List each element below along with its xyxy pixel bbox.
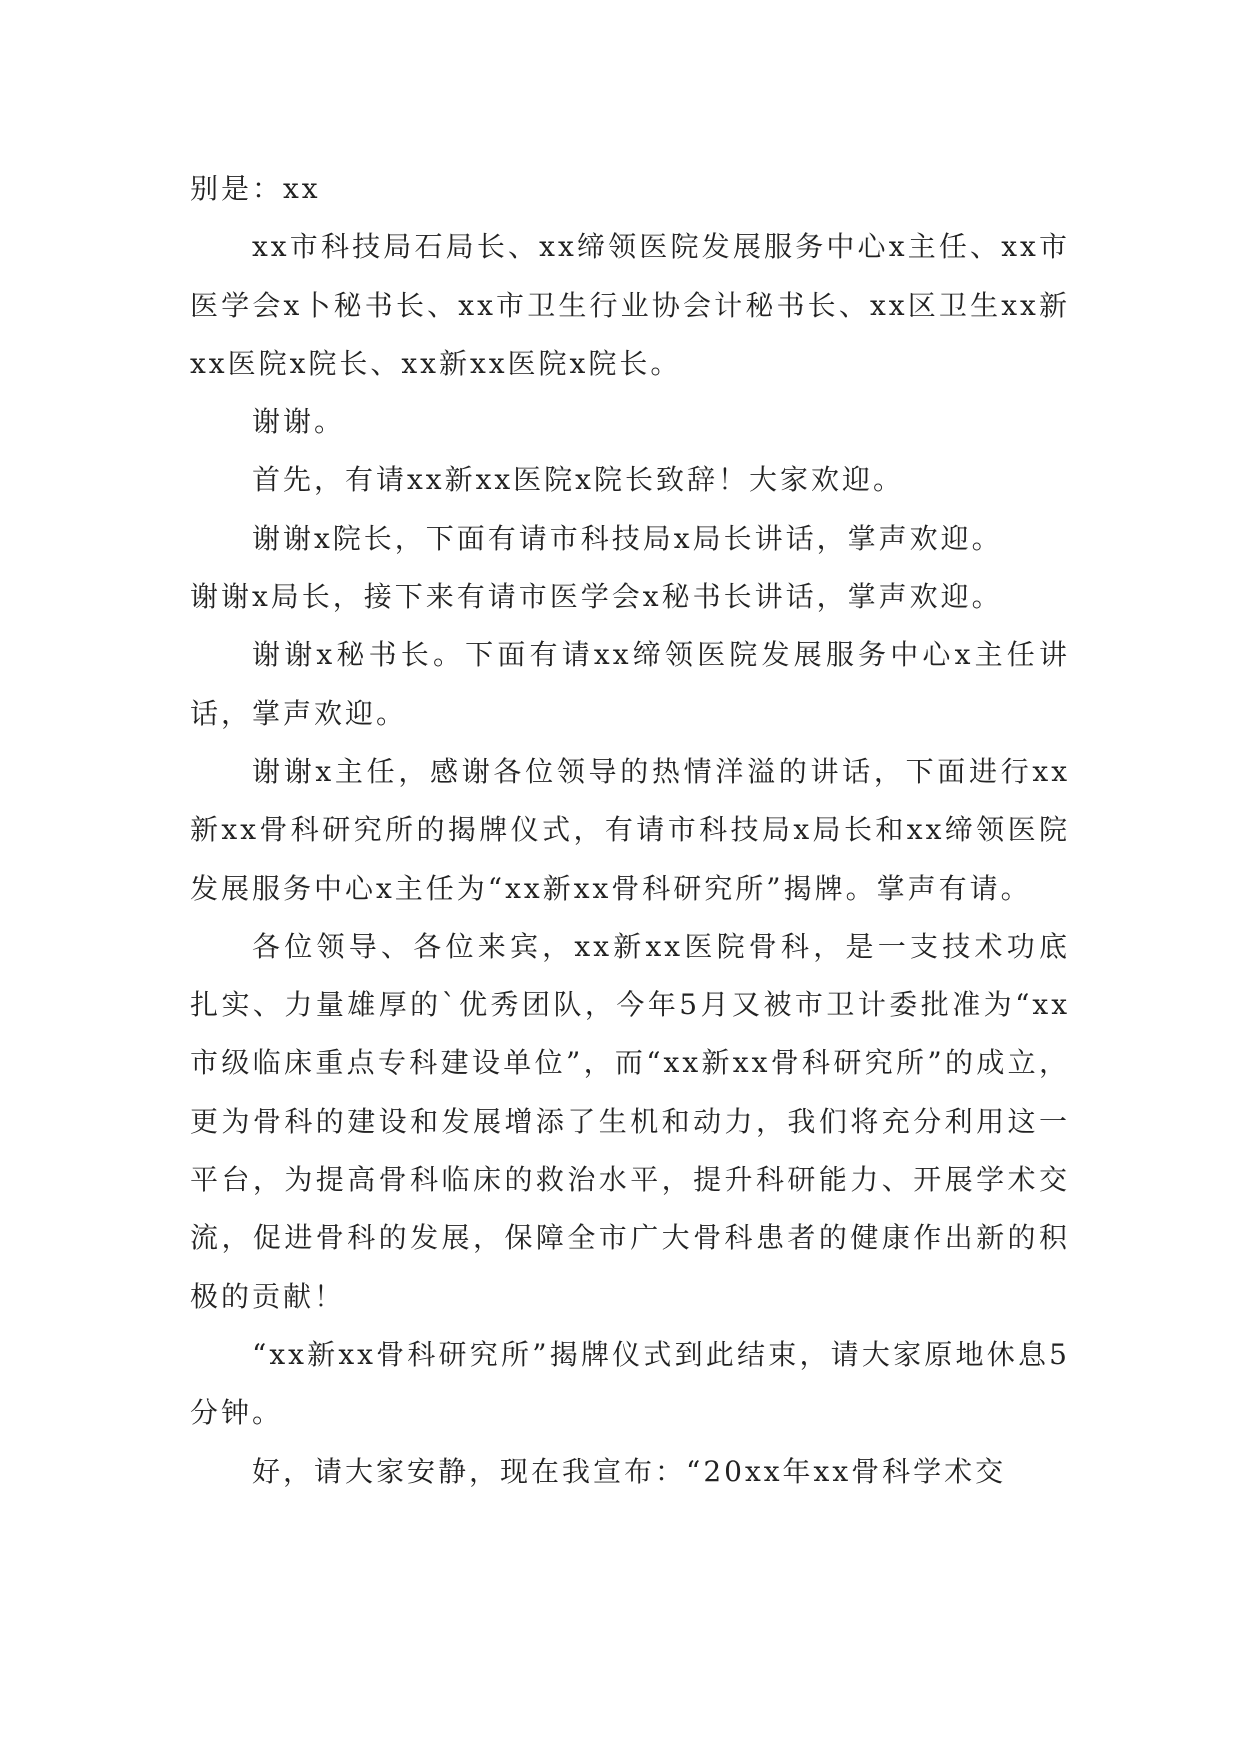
paragraph-speech-secretary: 谢谢x局长，接下来有请市医学会x秘书长讲话，掌声欢迎。 — [190, 580, 1003, 614]
paragraph-thanks: 谢谢。 — [252, 405, 346, 439]
paragraph-guest-list: xx市科技局石局长、xx缔领医院发展服务中心x主任、xx市医学会x卜秘书长、xx市卫生行业协会计秘书长、xx区卫生xx新xx医院x院长、xx新xx医院x院长。 — [190, 230, 1070, 380]
paragraph-announcement: 好，请大家安静，现在我宣布：“20xx年xx骨科学术交 — [252, 1454, 1007, 1488]
paragraph-unveiling-ceremony: 谢谢x主任，感谢各位领导的热情洋溢的讲话，下面进行xx新xx骨科研究所的揭牌仪式，有请市科技局x局长和xx缔领医院发展服务中心x主任为“xx新xx骨科研究所”揭牌。掌声有请。 — [190, 754, 1070, 905]
paragraph-ceremony-end: “xx新xx骨科研究所”揭牌仪式到此结束，请大家原地休息5分钟。 — [190, 1337, 1070, 1430]
document-body — [190, 160, 1070, 1501]
paragraph-orthopedics-intro: 各位领导、各位来宾，xx新xx医院骨科，是一支技术功底扎实、力量雄厚的`优秀团队，今年5月又被市卫计委批准为“xx市级临床重点专科建设单位”，而“xx新xx骨科研究所”的成立，更为骨科的建设和发展增添了生机和动力，我们将充分利用这一平台，为提高骨科临床的救治水平，提升科研能力、开展学术交流，促进骨科的发展，保障全市广大骨科患者的健康作出新的积极的贡献！ — [190, 929, 1070, 1313]
paragraph-speech-director: 谢谢x秘书长。下面有请xx缔领医院发展服务中心x主任讲话，掌声欢迎。 — [190, 638, 1070, 730]
paragraph-opening-address: 首先，有请xx新xx医院x院长致辞！大家欢迎。 — [252, 463, 904, 497]
paragraph-speech-bureau-chief: 谢谢x院长，下面有请市科技局x局长讲话，掌声欢迎。 — [252, 521, 1003, 555]
paragraph-continuation: 别是：xx — [190, 172, 321, 205]
